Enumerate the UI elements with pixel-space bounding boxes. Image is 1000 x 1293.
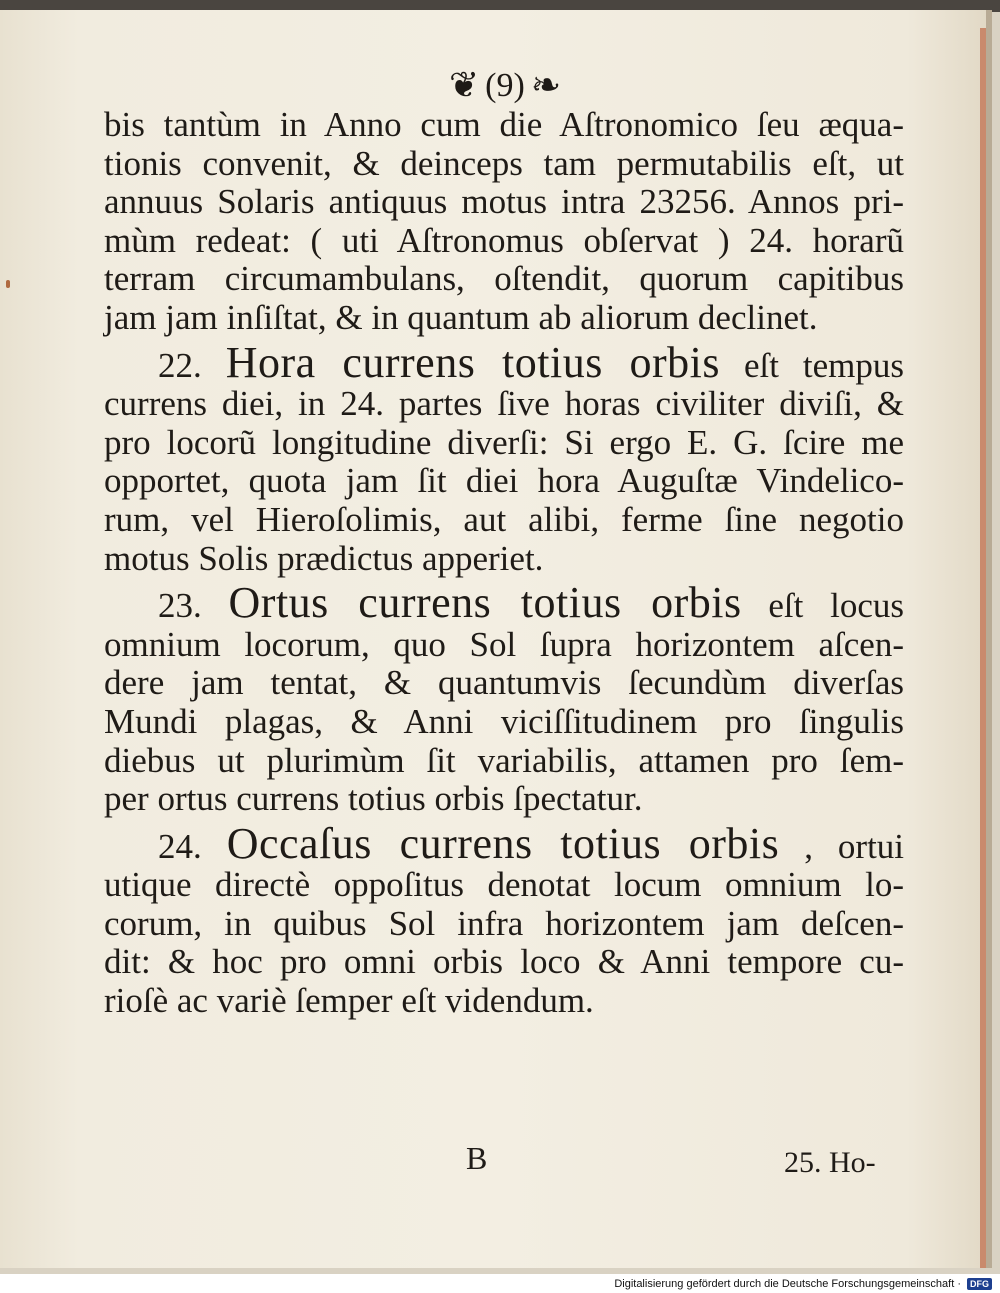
text-line: per ortus currens totius orbis ſpectatur. (104, 779, 643, 819)
signature-mark: B (466, 1140, 488, 1176)
section-heading: Hora currens totius orbis (225, 337, 721, 387)
section-heading-rest: , ortui (804, 826, 905, 866)
text-line: rioſè ac variè ſemper eſt videndum. (104, 981, 594, 1021)
text-line: utique directè oppoſitus denotat locum omnium lo- (104, 865, 904, 905)
text-line: currens diei, in 24. partes ſive horas civiliter diviſi, & (104, 384, 904, 424)
section-22-heading-line (104, 337, 905, 387)
floral-ornament-left-icon: ❦ (449, 65, 480, 106)
section-number: 22. (158, 345, 202, 385)
text-line: corum, in quibus Sol infra horizontem jam deſcen- (104, 903, 904, 943)
text-line: dere jam tentat, & quantumvis ſecundùm diverſas (104, 663, 904, 703)
text-line: diebus ut plurimùm ſit variabilis, attamen pro ſem- (104, 740, 904, 780)
text-line: Mundi plagas, & Anni viciſſitudinem pro ſingulis (104, 701, 904, 741)
floral-ornament-right-icon: ❧ (530, 65, 561, 106)
section-23-heading-line (104, 578, 904, 628)
text-line: opportet, quota jam ſit diei hora Auguſtæ Vindelico- (104, 461, 904, 501)
text-line: pro locorũ longitudine diverſi: Si ergo E. G. ſcire me (104, 422, 904, 462)
section-heading: Occaſus currens totius orbis (226, 818, 780, 868)
section-heading: Ortus currens totius orbis (228, 578, 742, 628)
page-number: (9) (485, 67, 525, 104)
body-text (104, 106, 904, 1021)
dfg-logo-icon: DFG (967, 1278, 992, 1290)
section-number: 23. (158, 586, 202, 626)
page-edge (980, 28, 986, 1268)
text-line: jam jam inſiſtat, & in quantum ab aliorum declinet. (104, 297, 818, 337)
digitization-credit-bar (0, 1274, 1000, 1293)
text-line: tionis convenit, & deinceps tam permutabilis eſt, ut (104, 143, 904, 183)
section-heading-rest: eſt tempus (743, 345, 905, 385)
paper-stain (6, 280, 10, 288)
book-page (0, 10, 992, 1268)
credit-text: Digitalisierung gefördert durch die Deutsche Forschungsgemeinschaft · (614, 1277, 961, 1290)
section-24-heading-line (104, 818, 905, 868)
text-line: mùm redeat: ( uti Aſtronomus obſervat ) 24. horarũ (104, 220, 904, 260)
text-line: bis tantùm in Anno cum die Aſtronomico ſeu æqua- (104, 105, 904, 144)
text-line: omnium locorum, quo Sol ſupra horizontem aſcen- (104, 624, 904, 664)
catchword: 25. Ho- (784, 1146, 876, 1179)
section-number: 24. (158, 826, 202, 866)
text-line: terram circumambulans, oſtendit, quorum capitibus (104, 259, 904, 299)
section-heading-rest: eſt locus (768, 586, 904, 626)
text-line: dit: & hoc pro omni orbis loco & Anni tempore cu- (104, 942, 904, 982)
text-line: motus Solis prædictus apperiet. (104, 538, 544, 578)
page-header (410, 62, 600, 110)
text-line: annuus Solaris antiquus motus intra 23256. Annos pri- (104, 182, 904, 222)
text-line: rum, vel Hieroſolimis, aut alibi, ferme ſine negotio (104, 499, 904, 539)
